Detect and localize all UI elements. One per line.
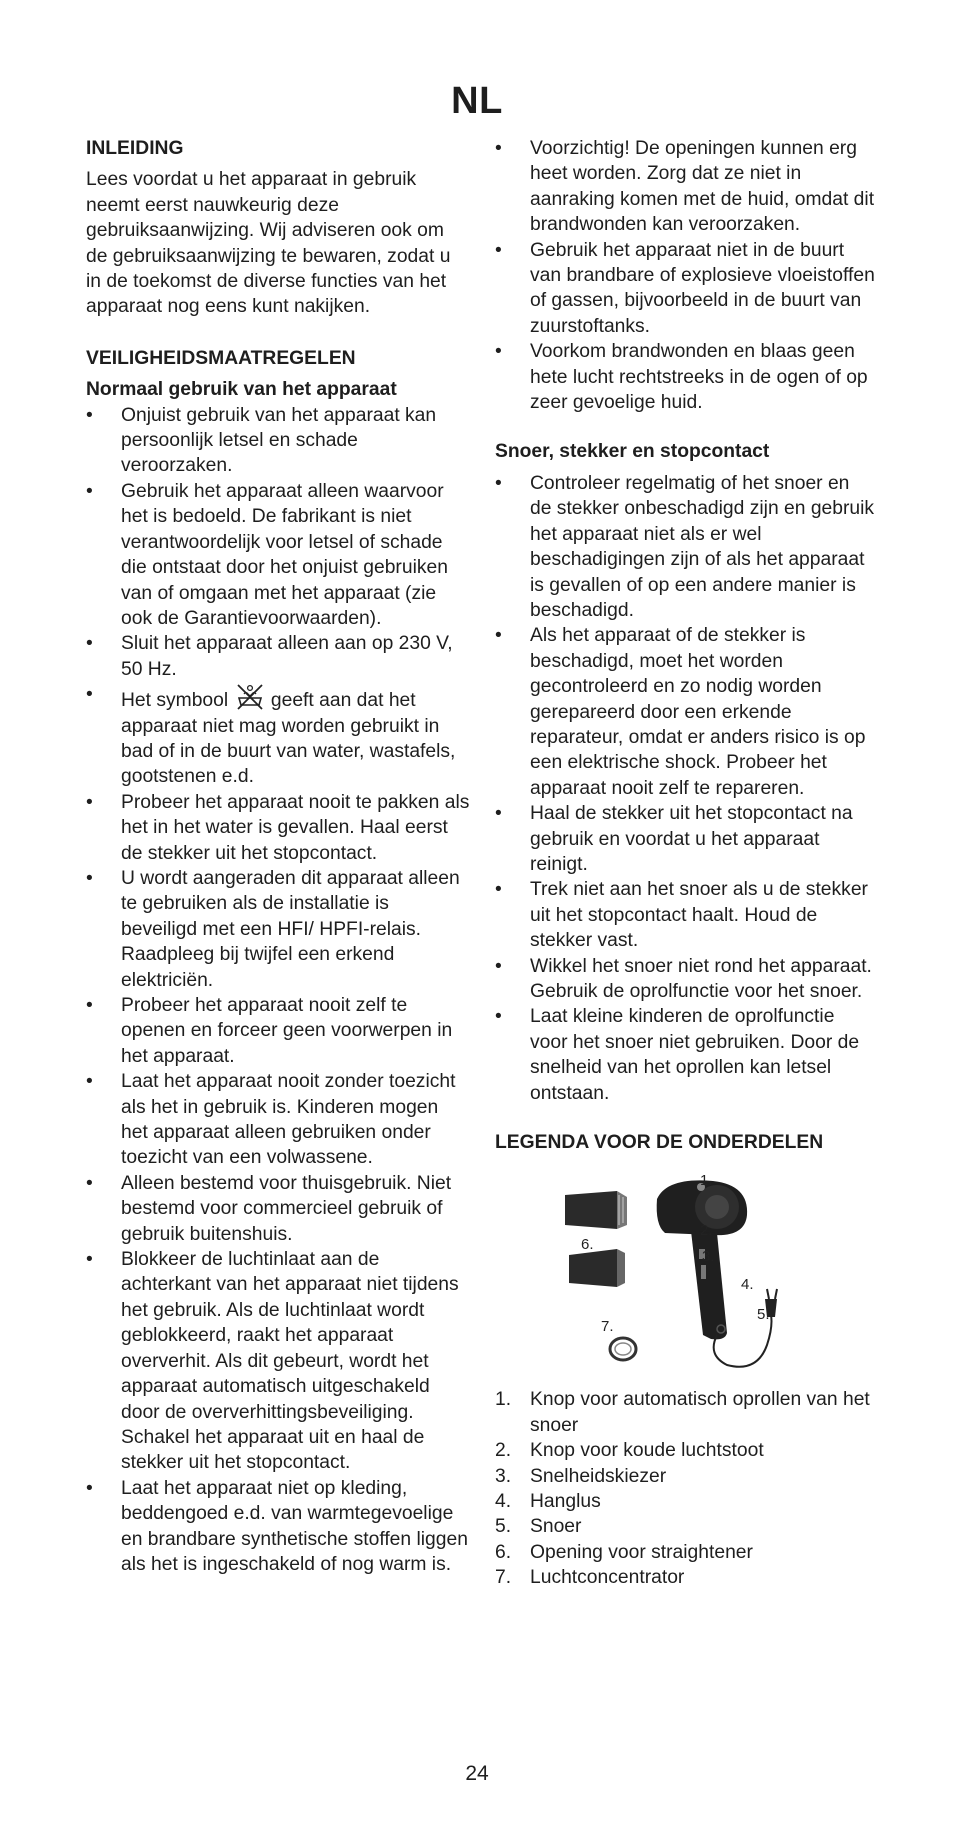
- list-item: • Als het apparaat of de stekker is beschadigd, moet het worden gecontroleerd en zo nodig worden gerepareerd door een erkende reparateur, omdat er anders risico is op een elektrische shock. Probeer het apparaat nooit zelf te repareren.: [495, 623, 875, 801]
- legend-item: [495, 1565, 875, 1590]
- legend-item-number: 3.: [495, 1465, 512, 1487]
- legend-item: [495, 1514, 875, 1539]
- normal-use-list: [86, 403, 470, 1578]
- normal-use-list-continued: [495, 136, 875, 415]
- legend-item-text: Opening voor straightener: [530, 1541, 753, 1563]
- safety-heading: VEILIGHEIDSMAATREGELEN: [86, 347, 356, 369]
- list-item: • Blokkeer de luchtinlaat aan de achterkant van het apparaat niet tijdens het gebruik. Als de luchtinlaat wordt geblokkeerd, raakt het apparaat oververhit. Als dit gebeurt, wordt het apparaat automatisch uitgeschakeld door de oververhittingsbeveiliging. Schakel het apparaat uit en haal de stekker uit het stopcontact.: [86, 1247, 470, 1476]
- figure-label-6: 6.: [581, 1236, 594, 1254]
- list-item: • Gebruik het apparaat alleen waarvoor het is bedoeld. De fabrikant is niet verantwoordelijk voor letsel of schade die ontstaat door het onjuist gebruiken van of omgaan met het apparaat (zie ook de Garantievoorwaarden).: [86, 479, 470, 631]
- no-bath-water-icon: [235, 682, 265, 712]
- air-concentrator-icon: [610, 1338, 636, 1360]
- concentrator-nozzle-icon: [569, 1249, 625, 1287]
- figure-label-4: 4.: [741, 1276, 754, 1294]
- page-number: 24: [465, 1762, 489, 1785]
- legend-item-number: 4.: [495, 1491, 512, 1513]
- figure-label-2: 2.: [700, 1222, 713, 1240]
- legend-item: [495, 1489, 875, 1514]
- list-item: • Probeer het apparaat nooit zelf te openen en forceer geen voorwerpen in het apparaat.: [86, 993, 470, 1069]
- legend-heading: LEGENDA VOOR DE ONDERDELEN: [495, 1132, 824, 1154]
- figure-label-3: 3.: [702, 1248, 715, 1266]
- legend-item-text: Luchtconcentrator: [530, 1567, 685, 1589]
- list-item: • U wordt aangeraden dit apparaat alleen te gebruiken als de installatie is beveiligd met een HFI/ HPFI-relais. Raadpleeg bij twijfel een erkend elektriciën.: [86, 866, 470, 993]
- list-item-symbol: [86, 682, 470, 790]
- legend-item-text: Snoer: [530, 1516, 582, 1538]
- figure-label-5: 5.: [757, 1306, 770, 1324]
- normal-use-heading: Normaal gebruik van het apparaat: [86, 379, 397, 401]
- right-column: [495, 136, 875, 1591]
- figure-label-1: 1.: [700, 1172, 713, 1190]
- page-title: NL: [451, 80, 503, 122]
- legend-list: [495, 1387, 875, 1590]
- intro-text: Lees voordat u het apparaat in gebruik neemt eerst nauwkeurig deze gebruiksaanwijzing. Wij adviseren ook om de gebruiksaanwijzing te bewaren, zodat u in de toekomst de diverse functies van het apparaat nog eens kunt nakijken.: [86, 169, 451, 318]
- symbol-text-after: geeft aan dat het apparaat niet mag worden gebruikt in bad of in de buurt van water, wastafels, gootstenen e.d.: [121, 690, 456, 788]
- list-item: • Gebruik het apparaat niet in de buurt van brandbare of explosieve vloeistoffen of gassen, bijvoorbeeld in de buurt van zuurstoftanks.: [495, 238, 875, 340]
- legend-item-text: Knop voor koude luchtstoot: [530, 1440, 764, 1462]
- list-item: • Laat het apparaat niet op kleding, beddengoed e.d. van warmtegevoelige en brandbare synthetische stoffen liggen als het is ingeschakeld of nog warm is.: [86, 1476, 470, 1578]
- legend-item: [495, 1438, 875, 1463]
- list-item: • Voorzichtig! De openingen kunnen erg heet worden. Zorg dat ze niet in aanraking komen met de huid, omdat dit brandwonden kan veroorzaken.: [495, 136, 875, 238]
- legend-item-text: Hanglus: [530, 1491, 601, 1513]
- hair-dryer-illustration: [495, 1169, 875, 1369]
- legend-item-number: 6.: [495, 1541, 512, 1563]
- legend-item: [495, 1387, 875, 1438]
- list-item: • Haal de stekker uit het stopcontact na gebruik en voordat u het apparaat reinigt.: [495, 801, 875, 877]
- legend-item-text: Snelheidskiezer: [530, 1465, 667, 1487]
- parts-figure: [495, 1169, 875, 1369]
- list-item: • Voorkom brandwonden en blaas geen hete lucht rechtstreeks in de ogen of op zeer gevoelige huid.: [495, 339, 875, 415]
- left-column: [86, 136, 470, 1577]
- figure-label-7: 7.: [601, 1318, 614, 1336]
- legend-item-text: Knop voor automatisch oprollen van het snoer: [530, 1389, 870, 1436]
- list-item: • Laat kleine kinderen de oprolfunctie voor het snoer niet gebruiken. Door de snelheid van het oprollen kan letsel ontstaan.: [495, 1004, 875, 1106]
- list-item: • Sluit het apparaat alleen aan op 230 V, 50 Hz.: [86, 631, 470, 682]
- legend-item: [495, 1464, 875, 1489]
- list-item: • Onjuist gebruik van het apparaat kan persoonlijk letsel en schade veroorzaken.: [86, 403, 470, 479]
- list-item: • Trek niet aan het snoer als u de stekker uit het stopcontact haalt. Houd de stekker vast.: [495, 877, 875, 953]
- legend-item-number: 7.: [495, 1567, 512, 1589]
- list-item: • Alleen bestemd voor thuisgebruik. Niet bestemd voor commercieel gebruik of gebruik buitenshuis.: [86, 1171, 470, 1247]
- cord-heading: Snoer, stekker en stopcontact: [495, 441, 770, 463]
- legend-item-number: 5.: [495, 1516, 512, 1538]
- list-item: • Wikkel het snoer niet rond het apparaat. Gebruik de oprolfunctie voor het snoer.: [495, 954, 875, 1005]
- symbol-text-before: Het symbool: [121, 690, 229, 712]
- straightener-nozzle-icon: [565, 1191, 627, 1229]
- list-item: • Controleer regelmatig of het snoer en de stekker onbeschadigd zijn en gebruik het apparaat niet als er wel beschadigingen zijn of als het apparaat is gevallen of op een andere manier is beschadigd.: [495, 471, 875, 623]
- list-item: • Laat het apparaat nooit zonder toezicht als het in gebruik is. Kinderen mogen het apparaat alleen gebruiken onder toezicht van een volwassene.: [86, 1069, 470, 1171]
- legend-item-number: 1.: [495, 1389, 512, 1411]
- legend-item: [495, 1540, 875, 1565]
- legend-item-number: 2.: [495, 1440, 512, 1462]
- list-item: • Probeer het apparaat nooit te pakken als het in het water is gevallen. Haal eerst de stekker uit het stopcontact.: [86, 790, 470, 866]
- cord-list: [495, 471, 875, 1106]
- intro-heading: INLEIDING: [86, 138, 184, 159]
